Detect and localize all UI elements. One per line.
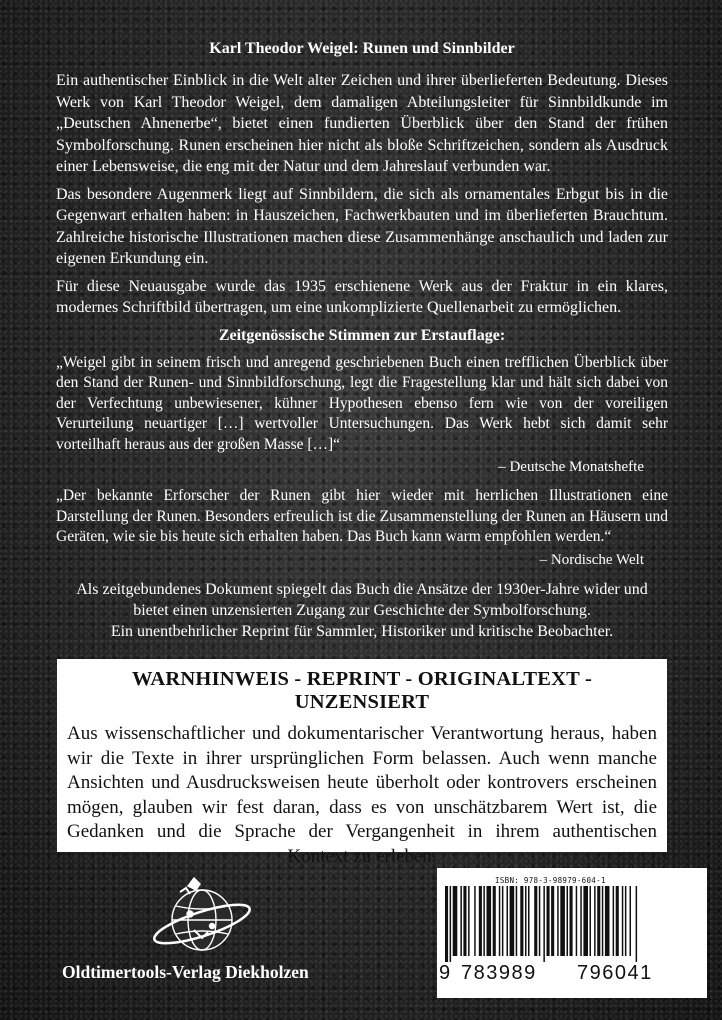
barcode-bar [613, 886, 615, 956]
back-cover-text [56, 40, 668, 642]
barcode-bar [474, 886, 476, 956]
barcode-bar [468, 886, 470, 956]
closing-statement [56, 579, 668, 642]
barcode-bar [483, 886, 485, 956]
barcode-bar [463, 886, 466, 956]
warning-text: Aus wissenschaftlicher und dokumentarischer Verantwortung heraus, haben wir die Texte in ihrer ursprünglichen Form belassen. Auch wenn manche Ansichten und Ausdrucksweisen heute überholt oder kontrovers erscheinen mögen, glauben wir fest daran, dass es von unschätzbarem Wert ist, die Gedanken und die Sprache der Vergangenheit in ihrem authentischen Kontext zu erleben. [67, 723, 657, 867]
book-title: Karl Theodor Weigel: Runen und Sinnbilder [209, 40, 515, 57]
barcode-bar [551, 886, 554, 956]
barcode-bar [605, 886, 610, 956]
barcode-bar [534, 886, 537, 956]
barcode-bar [510, 886, 515, 956]
barcode-bar [547, 886, 550, 956]
review-quote: „Der bekannte Erforscher der Runen gibt hier wieder mit herrlichen Illustrationen eine Darstellung der Runen. Besonders erfreulich ist die Zusammenstellung der Runen an Häusern und Geräten, wie sie bis heute sich erhalten haben. Das Buch kann warm empfohlen werden.“ [56, 487, 668, 545]
barcode-bars [445, 886, 699, 962]
barcode-bar [539, 886, 541, 956]
barcode-bar [583, 886, 588, 956]
barcode-bar [487, 886, 492, 956]
barcode-bar [580, 886, 582, 956]
description-paragraph: Für diese Neuausgabe wurde das 1935 erschienene Werk aus der Fraktur in ein klares, modernes Schriftbild übertragen, um eine unkomplizierte Quellenarbeit zu ermöglichen. [56, 277, 668, 316]
barcode-bar [493, 886, 496, 956]
barcode-bar [597, 886, 600, 956]
barcode-bar [616, 886, 619, 956]
review-source: – Deutsche Monatshefte [498, 459, 644, 475]
closing-line: Als zeitgebundenes Dokument spiegelt das Buch die Ansätze der 1930er-Jahre wider und [76, 580, 648, 598]
barcode-bar [502, 886, 504, 956]
review-quote: „Weigel gibt in seinem frisch und anregend geschriebenen Buch einen trefflichen Überblick über den Stand der Runen- und Sinnbildforschung, legt die Fragestellung klar und hält sich dabei von der Verfechtung unbewiesener, kühner Hypothesen ebenso fern wie von der voreiligen Verurteilung neuartiger […] wertvoller Untersuchungen. Das Werk hebt sich damit sehr vorteilhaft heraus aus der großen Masse […]“ [56, 353, 668, 453]
barcode-bar [528, 886, 530, 956]
publisher-globe-logo [150, 868, 255, 958]
barcode-bar [567, 886, 569, 956]
warning-box [57, 659, 667, 867]
barcode-bar [460, 886, 462, 956]
barcode-digits-right: 796041 [577, 962, 653, 984]
barcode-bar [630, 886, 632, 956]
warning-title: WARNHINWEIS - REPRINT - ORIGINALTEXT - UNZENSIERT [131, 668, 593, 713]
barcode-bar [453, 886, 458, 956]
barcode-bar [525, 886, 527, 956]
barcode-bar [570, 886, 573, 956]
barcode-bar [602, 886, 604, 956]
isbn-barcode [437, 868, 707, 998]
barcode-bar [594, 886, 596, 956]
barcode-bar [499, 886, 501, 956]
description-paragraph: Das besondere Augenmerk liegt auf Sinnbildern, die sich als ornamentales Erbgut bis in die Gegenwart erhalten haben: in Hauszeichen, Fachwerkbauten und im überlieferten Brauchtum. Zahlreiche historische Illustrationen machen diese Zusammenhänge anschaulich und laden zur eigenen Erkundung ein. [56, 185, 668, 267]
barcode-bar [636, 886, 638, 962]
barcode-bar [445, 886, 448, 962]
barcode-bar [516, 886, 518, 956]
publisher-name: Oldtimertools-Verlag Diekholzen [62, 962, 309, 982]
barcode-bar [479, 886, 482, 956]
isbn-label: ISBN: 978-3-98979-604-1 [495, 876, 606, 885]
description-paragraph: Ein authentischer Einblick in die Welt alter Zeichen und ihrer überlieferten Bedeutung. Dieses Werk von Karl Theodor Weigel, dem damaligen Abteilungsleiter für Sinnbildkunde im „Deutschen Ahnenerbe“, bietet einen fundierten Überblick über den Stand der frühen Symbolforschung. Runen erscheinen hier nicht als bloße Schriftzeichen, sondern als Ausdruck einer Lebensweise, die eng mit der Natur und dem Jahreslauf verbunden war. [56, 72, 668, 175]
barcode-bar [590, 886, 592, 956]
barcode-bar [520, 886, 523, 956]
closing-line: Ein unentbehrlicher Reprint für Sammler, Historiker und kritische Beobachter. [110, 622, 614, 640]
reviews-heading: Zeitgenössische Stimmen zur Erstauflage: [218, 326, 506, 344]
review-source: – Nordische Welt [539, 551, 644, 568]
barcode-bar [560, 886, 565, 956]
barcode-bar [557, 886, 559, 956]
barcode-bar [450, 886, 452, 962]
barcode-bar [507, 886, 509, 956]
barcode-digit-prefix: 9 [439, 962, 451, 984]
barcode-bar [543, 886, 545, 962]
barcode-bar [625, 886, 627, 956]
barcode-digits-left: 783989 [461, 962, 537, 984]
closing-line: bietet einen unzensierten Zugang zur Geschichte der Symbolforschung. [133, 601, 591, 619]
barcode-bar [622, 886, 624, 956]
barcode-bar [576, 886, 578, 956]
